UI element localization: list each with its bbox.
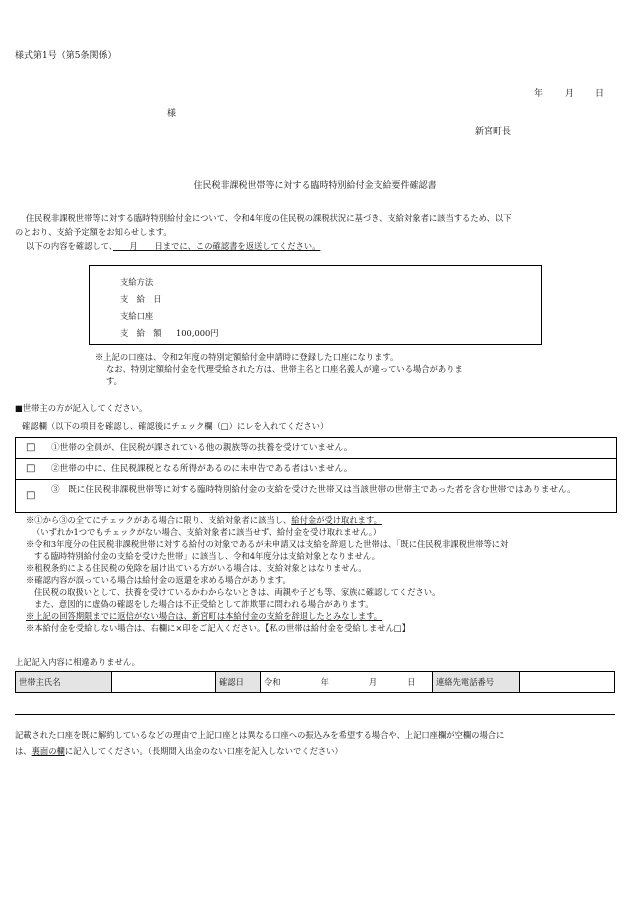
check-text-3: ③ 既に住民税非課税世帯等に対する臨時特別給付金の支給を受けた世帯又は当該世帯の世帯主であった者を含む世帯ではありません。 [51,485,576,495]
checkbox-2[interactable]: □ [26,463,36,474]
note-5: ※上記の回答期限までに返信がない場合は、新宮町は本給付金の支給を辞退したとみなします。 [26,611,383,621]
payment-account-label: 支給口座 [120,311,154,321]
sig-month-label: 月 [368,677,378,687]
phone-label: 連絡先電話番号 [433,672,520,693]
sig-year-label: 年 [320,677,329,687]
payment-amount-label: 支 給 額 [120,328,162,338]
householder-heading: ■世帯主の方が記入してください。 [15,403,148,413]
note-1-prefix: ※①から③の全てにチェックがある場合に限り、支給対象者に該当し、 [26,515,292,525]
payment-info-box [89,265,542,345]
reverse-side-reference: 裏面の欄 [31,746,65,756]
confirm-instruction: 確認欄（以下の項目を確認し、確認後にチェック欄（□）にレを入れてください） [22,421,329,431]
note-2b: する臨時特別給付金の支給を受けた世帯」に該当し、令和4年度分は支給対象となりません。 [34,551,380,561]
note-2a: ※令和3年度分の住民税非課税世帯に対する給付の対象であるが未申請又は支給を辞退した世帯は、「既に住民税非課税世帯等に対 [26,539,509,549]
issuer: 新宮町長 [475,127,512,137]
sig-day-label: 日 [407,677,416,687]
form-number: 様式第1号（第5条関係） [15,51,117,61]
confirmation-checklist [15,437,617,513]
date-month-label: 月 [565,89,575,99]
account-note-2: なお、特別定額給付金を代理受給された方は、世帯主名と口座名義人が違っている場合がありま [106,364,463,374]
date-year-label: 年 [534,89,544,99]
account-note-3: す。 [106,376,122,386]
bottom-note-1: 記載された口座を既に解約しているなどの理由で上記口座とは異なる口座への振込みを希望する場合や、上記口座欄が空欄の場合に [15,730,505,740]
check-text-2: ②世帯の中に、住民税課税となる所得があるのに未申告である者はいません。 [51,464,353,474]
note-4b: 住民税の取扱いとして、扶養を受けているかわからないときは、両親や子ども等、家族に確認してください。 [34,587,441,597]
intro-line-3 [26,241,320,253]
document-title: 住民税非課税世帯等に対する臨時特別給付金支給要件確認書 [193,181,437,191]
payment-amount-value: 100,000円 [176,328,219,338]
note-4a: ※確認内容が誤っている場合は給付金の返還を求める場合があります。 [26,575,291,585]
check-row-1 [16,438,616,458]
householder-name-label: 世帯主氏名 [16,672,112,693]
era-label: 令和 [264,677,281,687]
bottom-note-2-prefix: は、 [15,746,32,756]
checkbox-3[interactable]: □ [26,490,36,501]
note-1 [26,515,382,527]
note-1-emphasis: 給付金が受け取れます。 [291,515,382,525]
check-text-1: ①世帯の全員が、住民税が課されている他の親族等の扶養を受けていません。 [51,443,353,453]
payment-date-label: 支 給 日 [120,294,162,304]
payment-method-label: 支給方法 [120,277,154,287]
bottom-note-2-suffix: に記入してください。（長期間入出金のない口座を記入しないでください） [64,746,343,756]
confirm-date-field[interactable] [261,672,433,693]
householder-name-field[interactable] [112,672,216,693]
check-row-2 [16,458,616,479]
check-row-3 [16,479,616,513]
return-deadline: 月 日までに、この確認書を返送してください。 [112,241,321,251]
checkbox-1[interactable]: □ [26,442,36,453]
note-4c: また、意図的に虚偽の確認をした場合は不正受給として詐欺罪に問われる場合があります。 [34,599,374,609]
confirm-date-label: 確認日 [216,672,261,693]
intro-line-2: のとおり、支給予定額をお知らせします。 [15,227,172,237]
date-day-label: 日 [595,89,605,99]
intro-line-3-prefix: 以下の内容を確認して、 [26,241,113,251]
consent-statement: 上記記入内容に相違ありません。 [15,657,140,667]
addressee-suffix: 様 [167,109,177,119]
bottom-note-2 [15,746,343,758]
note-1b: （いずれか1つでもチェックがない場合、支給対象者に該当せず、給付金を受け取れません。） [32,527,382,537]
section-divider [15,714,615,715]
phone-field[interactable] [520,672,615,693]
intro-line-1: 住民税非課税世帯等に対する臨時特別給付金について、令和4年度の住民税の課税状況に基づき、支給対象者に該当するため、以下 [26,213,512,223]
signature-table [15,671,615,693]
account-note-1: ※上記の口座は、令和2年度の特別定額給付金申請時に登録した口座になります。 [95,352,399,362]
note-3: ※租税条約による住民税の免除を届け出ている方がいる場合は、支給対象とはなりません。 [26,563,367,573]
note-6: ※本給付金を受給しない場合は、右欄に×印をご記入ください。【私の世帯は給付金を受給しません□】 [26,623,411,633]
